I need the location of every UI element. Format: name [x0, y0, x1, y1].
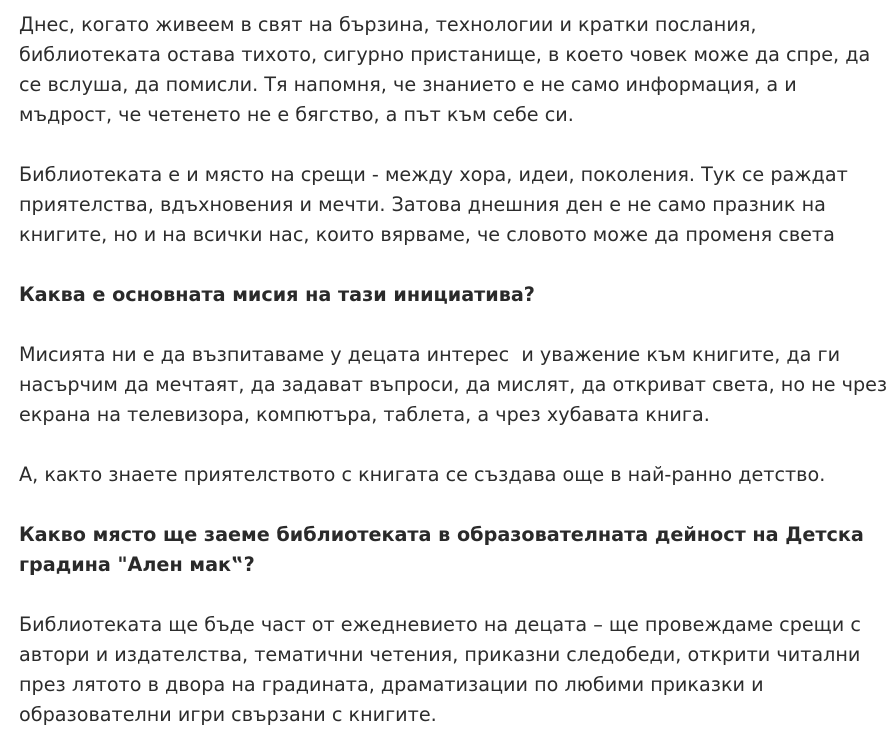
paragraph-meeting-place: Библиотеката е и място на срещи - между хора, идеи, поколения. Тук се раждат приятелства, вдъхновения и мечти. Затова днешния ден е не само празник на книгите, но и на всички нас, които вярваме, че словото може да променя света — [19, 163, 854, 246]
paragraph-mission: Мисията ни е да възпитаваме у децата интерес и уважение към книгите, да ги насърчим да мечтаят, да задават въпроси, да мислят, да откриват света, но не чрез екрана на телевизора, компютъра, таблета, а чрез хубавата книга. — [19, 343, 894, 426]
paragraph-friendship: А, както знаете приятелството с книгата се създава още в най-ранно детство. — [19, 463, 826, 486]
paragraph-library-refuge: Днес, когато живеем в свят на бързина, технологии и кратки послания, библиотеката остава тихото, сигурно пристанище, в което човек може да спре, да се вслуша, да помисли. Тя напомня, че знанието е не само информация, а и мъдрост, че четенето не е бягство, а път към себе си. — [19, 13, 877, 126]
question-kindergarten-heading: Какво място ще заеме библиотеката в образователната дейност на Детска градина "Ален мак‟? — [19, 523, 871, 576]
paragraph-daily-activities: Библиотеката ще бъде част от ежедневието на децата – ще провеждаме срещи с автори и издателства, тематични четения, приказни следобеди, открити читални през лятото в двора на градината, драматизации по любими приказки и образователни игри свързани с книгите. — [19, 613, 867, 726]
question-mission-heading: Каква е основната мисия на тази инициатива? — [19, 283, 535, 306]
